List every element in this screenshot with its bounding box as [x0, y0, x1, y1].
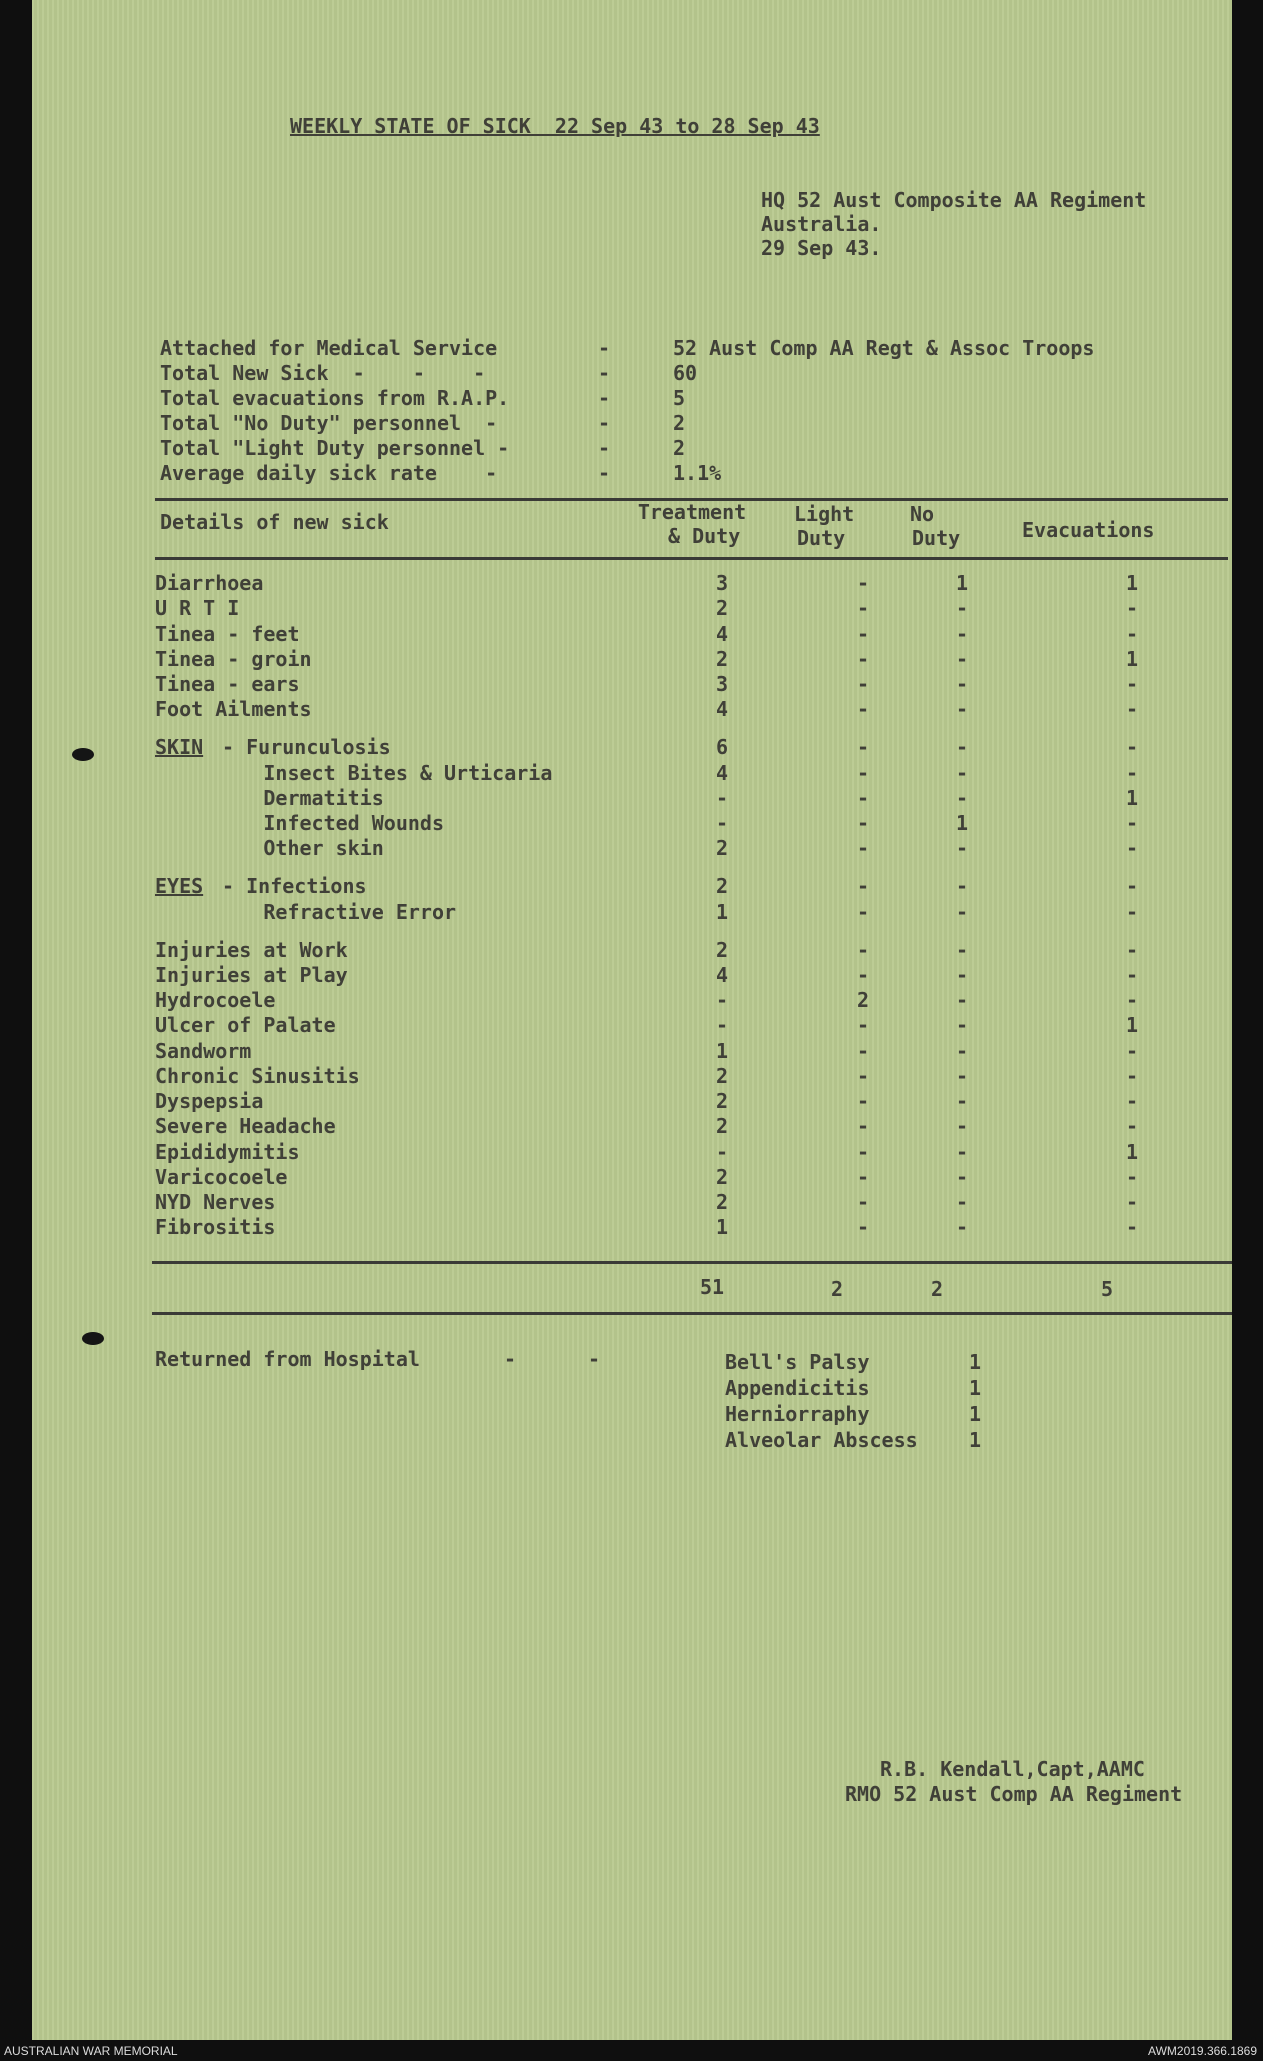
- header-details: Details of new sick: [160, 510, 389, 534]
- cell-treatment: -: [715, 786, 729, 810]
- cell-light-duty: -: [856, 786, 870, 810]
- row-label: Other skin: [155, 836, 384, 860]
- cell-no-duty: -: [955, 938, 969, 962]
- cell-treatment: 1: [715, 1215, 729, 1239]
- cell-evacuations: -: [1125, 1215, 1139, 1239]
- cell-light-duty: -: [856, 1039, 870, 1063]
- cell-evacuations: -: [1125, 836, 1139, 860]
- summary-value: 1.1%: [673, 461, 722, 485]
- cell-no-duty: 1: [955, 811, 969, 835]
- row-label: Chronic Sinusitis: [155, 1064, 360, 1088]
- summary-label: Total New Sick - - -: [160, 361, 486, 385]
- cell-treatment: 4: [715, 963, 729, 987]
- cell-evacuations: -: [1125, 963, 1139, 987]
- cell-evacuations: -: [1125, 938, 1139, 962]
- cell-treatment: 2: [715, 874, 729, 898]
- letterhead-place: Australia.: [761, 212, 882, 236]
- row-label: Foot Ailments: [155, 697, 312, 721]
- row-label: Ulcer of Palate: [155, 1013, 336, 1037]
- summary-label: Total "No Duty" personnel -: [160, 411, 498, 435]
- cell-light-duty: -: [856, 1190, 870, 1214]
- cell-light-duty: -: [856, 900, 870, 924]
- header-light-duty: Duty: [797, 526, 846, 550]
- letterhead-unit: HQ 52 Aust Composite AA Regiment: [761, 188, 1147, 212]
- cell-evacuations: -: [1125, 697, 1139, 721]
- summary-dash: -: [598, 436, 611, 460]
- cell-evacuations: 1: [1125, 1013, 1139, 1037]
- row-label: Diarrhoea: [155, 571, 264, 595]
- cell-light-duty: -: [856, 672, 870, 696]
- cell-light-duty: 2: [856, 988, 870, 1012]
- total-light: 2: [830, 1277, 844, 1301]
- footer-accession-number: AWM2019.366.1869: [1148, 2044, 1257, 2058]
- cell-evacuations: 1: [1125, 571, 1139, 595]
- cell-light-duty: -: [856, 1215, 870, 1239]
- returned-item-name: Appendicitis: [725, 1376, 870, 1400]
- summary-value: 2: [673, 436, 686, 460]
- signature-name: R.B. Kendall,Capt,AAMC: [880, 1757, 1145, 1781]
- cell-no-duty: -: [955, 647, 969, 671]
- row-label: Infected Wounds: [155, 811, 444, 835]
- cell-treatment: 2: [715, 836, 729, 860]
- cell-light-duty: -: [856, 1013, 870, 1037]
- rule-totals-bottom: [152, 1312, 1232, 1315]
- footer-archive-label: AUSTRALIAN WAR MEMORIAL: [4, 2044, 178, 2058]
- cell-no-duty: -: [955, 672, 969, 696]
- punch-hole: [82, 1332, 104, 1345]
- row-label: Dyspepsia: [155, 1089, 264, 1113]
- summary-value: 52 Aust Comp AA Regt & Assoc Troops: [673, 336, 1095, 360]
- cell-treatment: 2: [715, 1064, 729, 1088]
- cell-no-duty: -: [955, 1165, 969, 1189]
- cell-treatment: 2: [715, 1114, 729, 1138]
- cell-no-duty: -: [955, 963, 969, 987]
- cell-treatment: 4: [715, 697, 729, 721]
- summary-value: 5: [673, 386, 686, 410]
- row-label: Sandworm: [155, 1039, 252, 1063]
- summary-dash: -: [598, 461, 611, 485]
- returned-dash: -: [504, 1347, 517, 1371]
- cell-light-duty: -: [856, 735, 870, 759]
- cell-no-duty: 1: [955, 571, 969, 595]
- cell-treatment: -: [715, 988, 729, 1012]
- cell-evacuations: -: [1125, 761, 1139, 785]
- summary-dash: -: [598, 336, 611, 360]
- document-title: WEEKLY STATE OF SICK 22 Sep 43 to 28 Sep 43: [290, 114, 820, 138]
- cell-no-duty: -: [955, 1190, 969, 1214]
- cell-light-duty: -: [856, 1140, 870, 1164]
- cell-evacuations: 1: [1125, 647, 1139, 671]
- cell-treatment: 4: [715, 761, 729, 785]
- returned-item-count: 1: [969, 1350, 982, 1374]
- cell-no-duty: -: [955, 836, 969, 860]
- cell-no-duty: -: [955, 988, 969, 1012]
- summary-dash: -: [598, 386, 611, 410]
- cell-no-duty: -: [955, 697, 969, 721]
- row-label: Fibrositis: [155, 1215, 276, 1239]
- cell-treatment: 4: [715, 622, 729, 646]
- row-label: Tinea - groin: [155, 647, 312, 671]
- row-label: Refractive Error: [155, 900, 457, 924]
- total-treatment: 51: [699, 1275, 725, 1299]
- cell-no-duty: -: [955, 1089, 969, 1113]
- cell-light-duty: -: [856, 1114, 870, 1138]
- cell-evacuations: -: [1125, 900, 1139, 924]
- cell-treatment: -: [715, 1013, 729, 1037]
- cell-evacuations: -: [1125, 622, 1139, 646]
- signature-role: RMO 52 Aust Comp AA Regiment: [845, 1782, 1183, 1806]
- cell-light-duty: -: [856, 622, 870, 646]
- rule-totals-top: [152, 1261, 1232, 1264]
- cell-light-duty: -: [856, 1064, 870, 1088]
- cell-no-duty: -: [955, 735, 969, 759]
- cell-treatment: 2: [715, 1190, 729, 1214]
- row-label: Hydrocoele: [155, 988, 276, 1012]
- cell-no-duty: -: [955, 1039, 969, 1063]
- cell-treatment: 3: [715, 571, 729, 595]
- returned-item-count: 1: [969, 1428, 982, 1452]
- header-no: No: [910, 502, 935, 526]
- cell-light-duty: -: [856, 938, 870, 962]
- document-page: [32, 0, 1232, 2040]
- cell-evacuations: -: [1125, 1039, 1139, 1063]
- summary-dash: -: [598, 361, 611, 385]
- header-evacuations: Evacuations: [1022, 518, 1155, 542]
- cell-treatment: 1: [715, 1039, 729, 1063]
- cell-light-duty: -: [856, 571, 870, 595]
- cell-light-duty: -: [856, 963, 870, 987]
- returned-item-name: Herniorraphy: [725, 1402, 870, 1426]
- letterhead-date: 29 Sep 43.: [761, 236, 882, 260]
- header-treatment: Treatment: [637, 500, 747, 524]
- cell-no-duty: -: [955, 1114, 969, 1138]
- cell-light-duty: -: [856, 596, 870, 620]
- cell-no-duty: -: [955, 900, 969, 924]
- returned-item-name: Bell's Palsy: [725, 1350, 870, 1374]
- cell-treatment: 3: [715, 672, 729, 696]
- row-label: Dermatitis: [155, 786, 384, 810]
- rule-header: [155, 557, 1228, 560]
- row-label: - Infections: [210, 874, 367, 898]
- cell-evacuations: -: [1125, 735, 1139, 759]
- cell-no-duty: -: [955, 1140, 969, 1164]
- cell-evacuations: -: [1125, 1190, 1139, 1214]
- returned-item-count: 1: [969, 1376, 982, 1400]
- cell-evacuations: -: [1125, 874, 1139, 898]
- cell-no-duty: -: [955, 1215, 969, 1239]
- cell-no-duty: -: [955, 622, 969, 646]
- total-no-duty: 2: [930, 1277, 944, 1301]
- total-evacuations: 5: [1100, 1277, 1114, 1301]
- row-label: Injuries at Play: [155, 963, 348, 987]
- row-label: Injuries at Work: [155, 938, 348, 962]
- cell-light-duty: -: [856, 761, 870, 785]
- summary-label: Attached for Medical Service: [160, 336, 498, 360]
- cell-treatment: 2: [715, 596, 729, 620]
- cell-evacuations: -: [1125, 672, 1139, 696]
- returned-label: Returned from Hospital: [155, 1347, 420, 1371]
- cell-evacuations: -: [1125, 988, 1139, 1012]
- cell-evacuations: 1: [1125, 1140, 1139, 1164]
- returned-dash: -: [588, 1347, 601, 1371]
- row-section-label: SKIN: [155, 735, 204, 759]
- cell-treatment: 2: [715, 647, 729, 671]
- cell-treatment: 2: [715, 938, 729, 962]
- summary-value: 60: [673, 361, 698, 385]
- summary-value: 2: [673, 411, 686, 435]
- header-light: Light: [794, 502, 855, 526]
- row-label: Tinea - feet: [155, 622, 300, 646]
- cell-light-duty: -: [856, 836, 870, 860]
- cell-treatment: -: [715, 1140, 729, 1164]
- cell-treatment: 6: [715, 735, 729, 759]
- cell-evacuations: 1: [1125, 786, 1139, 810]
- cell-no-duty: -: [955, 596, 969, 620]
- cell-no-duty: -: [955, 786, 969, 810]
- cell-treatment: 2: [715, 1089, 729, 1113]
- cell-no-duty: -: [955, 1064, 969, 1088]
- cell-light-duty: -: [856, 647, 870, 671]
- row-label: Tinea - ears: [155, 672, 300, 696]
- summary-label: Total evacuations from R.A.P.: [160, 386, 510, 410]
- returned-item-count: 1: [969, 1402, 982, 1426]
- cell-evacuations: -: [1125, 1165, 1139, 1189]
- summary-dash: -: [598, 411, 611, 435]
- cell-no-duty: -: [955, 761, 969, 785]
- cell-no-duty: -: [955, 874, 969, 898]
- cell-evacuations: -: [1125, 596, 1139, 620]
- cell-light-duty: -: [856, 874, 870, 898]
- row-label: Severe Headache: [155, 1114, 336, 1138]
- summary-label: Average daily sick rate -: [160, 461, 498, 485]
- cell-no-duty: -: [955, 1013, 969, 1037]
- cell-treatment: 1: [715, 900, 729, 924]
- row-label: NYD Nerves: [155, 1190, 276, 1214]
- cell-treatment: -: [715, 811, 729, 835]
- row-label: U R T I: [155, 596, 240, 620]
- summary-label: Total "Light Duty personnel -: [160, 436, 510, 460]
- row-label: Varicocoele: [155, 1165, 288, 1189]
- cell-light-duty: -: [856, 1165, 870, 1189]
- row-label: Insect Bites & Urticaria: [155, 761, 553, 785]
- row-label: - Furunculosis: [210, 735, 391, 759]
- returned-item-name: Alveolar Abscess: [725, 1428, 918, 1452]
- row-section-label: EYES: [155, 874, 204, 898]
- cell-light-duty: -: [856, 1089, 870, 1113]
- cell-light-duty: -: [856, 697, 870, 721]
- cell-treatment: 2: [715, 1165, 729, 1189]
- header-no-duty: Duty: [912, 526, 961, 550]
- cell-light-duty: -: [856, 811, 870, 835]
- row-label: Epididymitis: [155, 1140, 300, 1164]
- punch-hole: [72, 748, 94, 761]
- cell-evacuations: -: [1125, 1114, 1139, 1138]
- cell-evacuations: -: [1125, 811, 1139, 835]
- header-treatment-duty: & Duty: [668, 524, 741, 548]
- cell-evacuations: -: [1125, 1089, 1139, 1113]
- cell-evacuations: -: [1125, 1064, 1139, 1088]
